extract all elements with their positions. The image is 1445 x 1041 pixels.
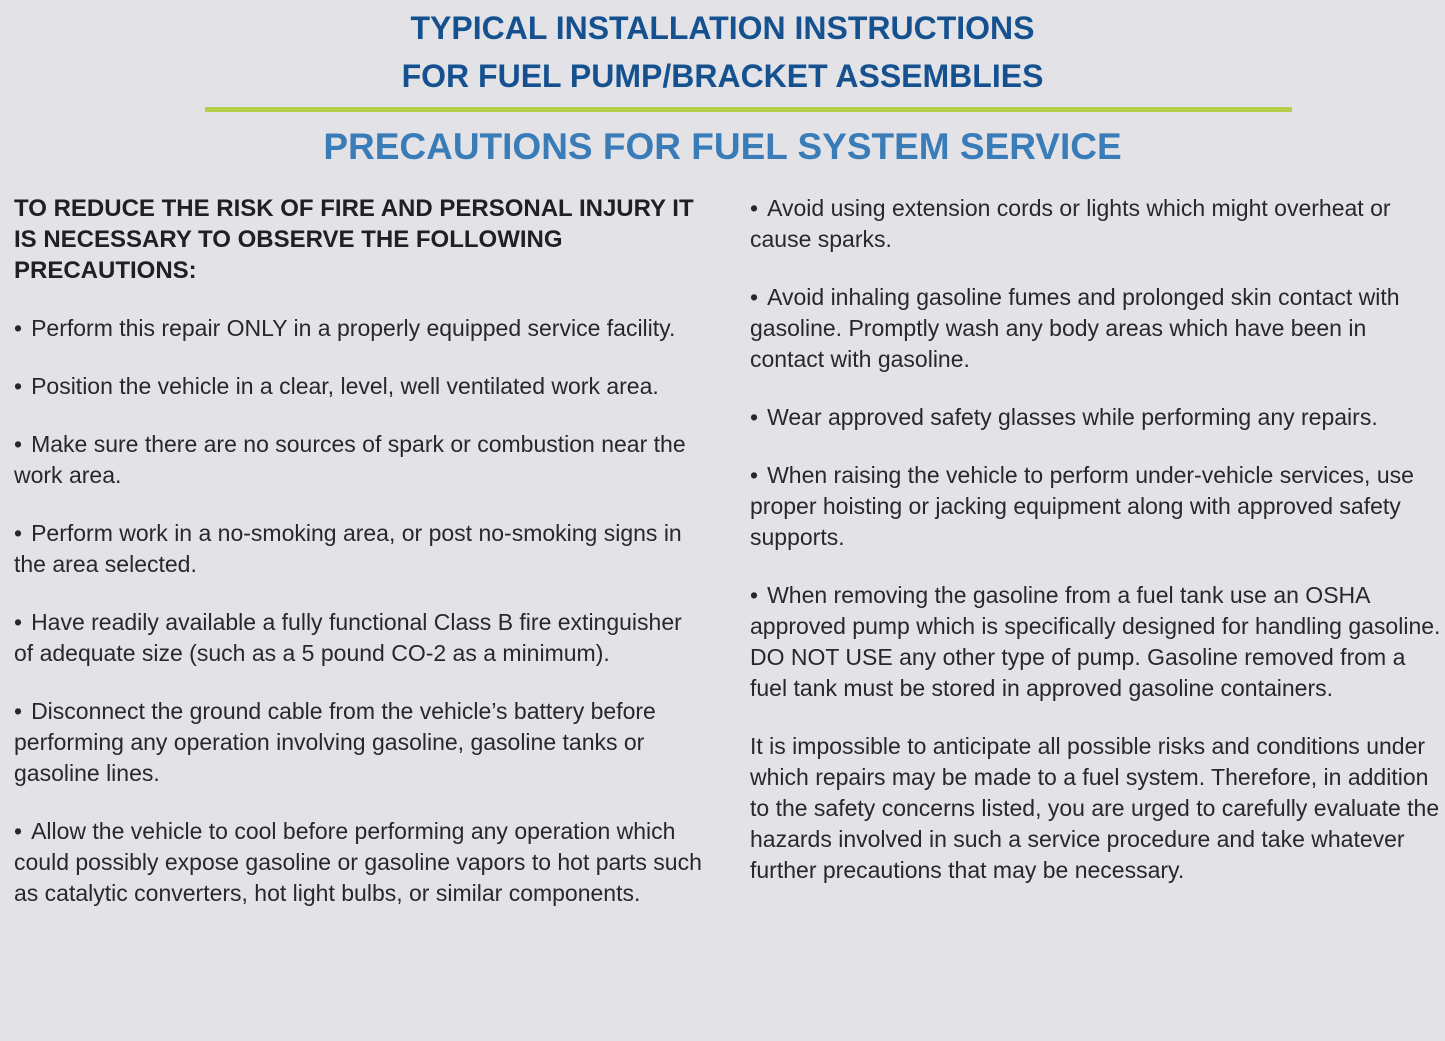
bullet-icon: • [14,818,23,844]
bullet-text: Avoid inhaling gasoline fumes and prolonged skin contact with gasoline. Promptly wash any body areas which have been in contact with gasoline. [750,284,1400,372]
bullet-text: Have readily available a fully functional Class B fire extinguisher of adequate size (such as a 5 pound CO-2 as a minimum). [14,609,682,666]
bullet-text: Perform work in a no-smoking area, or post no-smoking signs in the area selected. [14,520,682,577]
bullet-text: Perform this repair ONLY in a properly equipped service facility. [31,315,676,341]
content-columns [0,167,1445,936]
bullet-item [750,402,1442,433]
bullet-item [750,460,1442,553]
divider-rule [205,107,1292,112]
bullet-icon: • [14,431,23,457]
left-bullet-list [14,313,706,909]
bullet-icon: • [14,373,23,399]
section-title: PRECAUTIONS FOR FUEL SYSTEM SERVICE [323,126,1122,167]
bullet-text: Make sure there are no sources of spark or combustion near the work area. [14,431,686,488]
bullet-text: Disconnect the ground cable from the vehicle’s battery before performing any operation involving gasoline, gasoline tanks or gasoline lines. [14,698,656,786]
document-page [0,4,1445,936]
bullet-item [14,371,706,402]
intro-paragraph: TO REDUCE THE RISK OF FIRE AND PERSONAL INJURY IT IS NECESSARY TO OBSERVE THE FOLLOWING PRECAUTIONS: [14,195,694,284]
bullet-item [750,193,1442,255]
bullet-icon: • [750,195,759,221]
bullet-text: When raising the vehicle to perform under-vehicle services, use proper hoisting or jacking equipment along with approved safety supports. [750,462,1414,550]
bullet-icon: • [750,404,759,430]
bullet-item [14,696,706,789]
bullet-text: Allow the vehicle to cool before performing any operation which could possibly expose gasoline or gasoline vapors to hot parts such as catalytic converters, hot light bulbs, or similar components. [14,818,702,906]
bullet-item [14,518,706,580]
bullet-item [14,313,706,344]
bullet-item [14,816,706,909]
closing-paragraph: It is impossible to anticipate all possible risks and conditions under which repairs may be made to a fuel system. Therefore, in addition to the safety concerns listed, you are urged to carefully evaluate the hazards involved in such a service procedure and take whatever further precautions that may be necessary. [750,733,1440,883]
bullet-text: Wear approved safety glasses while performing any repairs. [767,404,1378,430]
bullet-icon: • [14,609,23,635]
bullet-item [14,429,706,491]
page-title-line2: FOR FUEL PUMP/BRACKET ASSEMBLIES [401,58,1044,94]
left-column [14,193,706,936]
document-header [0,4,1445,167]
bullet-text: Avoid using extension cords or lights which might overheat or cause sparks. [750,195,1391,252]
bullet-icon: • [750,462,759,488]
bullet-icon: • [750,582,759,608]
bullet-icon: • [750,284,759,310]
bullet-text: Position the vehicle in a clear, level, well ventilated work area. [31,373,659,399]
bullet-item [750,282,1442,375]
bullet-text: When removing the gasoline from a fuel tank use an OSHA approved pump which is specifically designed for handling gasoline. DO NOT USE any other type of pump. Gasoline removed from a fuel tank must be stored in approved gasoline containers. [750,582,1441,701]
bullet-icon: • [14,520,23,546]
right-bullet-list [750,193,1442,704]
bullet-item [750,580,1442,704]
bullet-icon: • [14,698,23,724]
bullet-icon: • [14,315,23,341]
page-title-line1: TYPICAL INSTALLATION INSTRUCTIONS [410,10,1035,46]
bullet-item [14,607,706,669]
right-column [750,193,1442,936]
page-title [0,4,1445,100]
